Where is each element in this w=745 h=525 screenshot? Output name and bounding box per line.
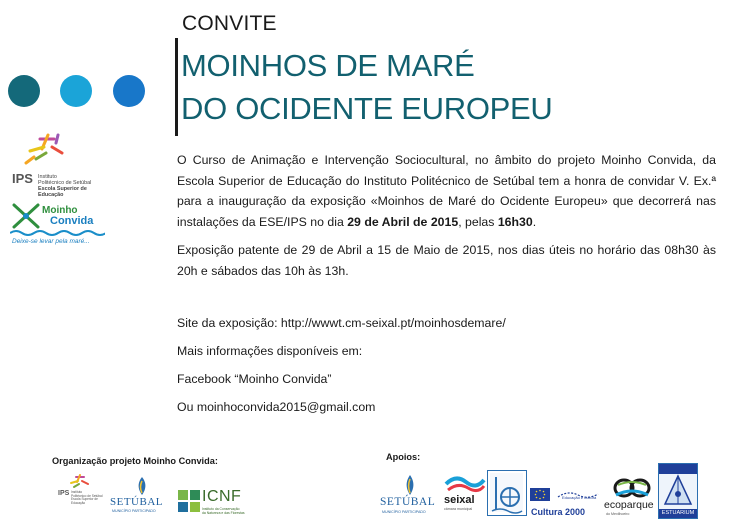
decor-circle-sky [60,75,92,107]
event-date: 29 de Abril de 2015 [347,214,459,229]
apoios-label: Apoios: [386,452,421,462]
ips-logo-graphic [18,133,78,173]
apoio-seixal-name: seixal [444,494,475,506]
ips-name [38,174,91,198]
icnf-sub-1: Instituto da Conservação [202,507,240,511]
footer-ips-line-1: Instituto [71,490,83,494]
footer-setubal-name: SETÚBAL [110,496,163,508]
apoio-setubal-sub: MUNICÍPIO PARTICIPADO [382,510,426,514]
moinho-convida-logo [10,202,105,252]
apoio-estuarium-name: ESTUARIUM [659,509,697,518]
email-link[interactable]: Ou moinhoconvida2015@gmail.com [177,400,376,414]
apoio-ecoparque-sub: do Mexilhoeiro [606,512,630,516]
schedule-paragraph: Exposição patente de 29 de Abril a 15 de Maio de 2015, nos dias úteis no horário das 08h30 às 20h e sábados das 10h às 13h. [177,243,716,278]
icnf-sub-2: da Natureza e das Florestas [202,511,245,515]
footer-ips-logo [58,474,106,514]
apoio-educacao-logo [556,486,600,500]
site-link[interactable]: Site da exposição: http://wwwt.cm-seixal.pt/moinhosdemare/ [177,316,506,330]
ips-abbr: IPS [12,171,33,186]
eu-stars-icon [530,488,550,501]
organization-label: Organização projeto Moinho Convida: [52,456,218,466]
mill-emblem-icon [488,471,525,514]
ips-logo [18,133,78,173]
eu-flag-icon [530,488,550,501]
ips-line-1: Instituto [38,174,57,180]
title-line-2: DO OCIDENTE EUROPEU [181,91,553,126]
event-time: 16h30 [497,214,533,229]
moinho-name-2: Convida [50,215,94,227]
estuarium-emblem-icon [659,464,697,508]
apoio-mill-emblem [487,470,527,516]
p1-text-2: , pelas [458,214,498,229]
apoio-seixal-sub: câmara municipal [444,507,473,511]
apoio-educacao-text: Educação e cultura [562,495,597,500]
invitation-paragraph [177,150,716,232]
apoio-setubal-name: SETÚBAL [380,496,436,508]
footer-icnf-name: ICNF [202,488,242,505]
seixal-wave-icon [444,474,486,494]
footer-ips-line-2: Politécnico de Setúbal [71,493,103,498]
footer-icnf-logo [178,488,250,518]
title-accent-bar [175,38,178,136]
windmill-icon [10,202,42,232]
apoio-seixal-logo [444,474,486,514]
apoio-ecoparque-logo [604,477,658,519]
apoio-setubal-crest-icon [402,474,418,496]
ips-line-3: Escola Superior de [38,186,87,192]
ecoparque-emblem-icon [612,477,652,499]
moinho-name-1: Moinho [42,205,78,216]
wave-icon [10,229,105,237]
footer-setubal-logo [110,476,174,516]
p1-end: . [532,214,537,229]
p1-text: O Curso de Animação e Intervenção Sociocultural, no âmbito do projeto Moinho Convida, da Escola Superior de Educação do Instituto Politécnico de Setúbal tem a honra de convidar V. Ex.ª para a inauguração da exposição «Moinhos de Maré do Ocidente Europeu» que decorrerá nas instalações da ESE/IPS no dia [177,153,716,229]
apoio-setubal-logo [380,474,442,518]
icnf-emblem-icon [178,490,200,512]
footer-setubal-sub: MUNICÍPIO PARTICIPADO [112,509,156,513]
apoio-cultura-2000: Cultura 2000 [531,507,586,517]
facebook-link[interactable]: Facebook “Moinho Convida” [177,372,332,386]
apoio-estuarium-logo [658,463,698,519]
ips-line-4: Educação [38,192,64,198]
more-info-label: Mais informações disponíveis em: [177,344,363,358]
footer-ips-name [71,491,103,505]
invitation-body [177,150,716,289]
footer-icnf-sub [202,507,245,515]
moinho-tagline: Deixe-se levar pela maré... [12,238,90,245]
footer-ips-line-3: Escola Superior de [71,497,98,502]
decor-circle-teal [8,75,40,107]
exhibition-title [181,44,553,130]
convite-heading: CONVITE [182,12,277,35]
footer-ips-abbr: IPS [58,490,70,497]
decor-circle-blue [113,75,145,107]
title-line-1: MOINHOS DE MARÉ [181,48,475,83]
apoio-ecoparque-name: ecoparque [604,499,654,511]
ips-line-2: Politécnico de Setúbal [38,180,92,186]
footer-ips-line-4: Educação [71,500,86,505]
setubal-crest-icon [134,476,150,496]
